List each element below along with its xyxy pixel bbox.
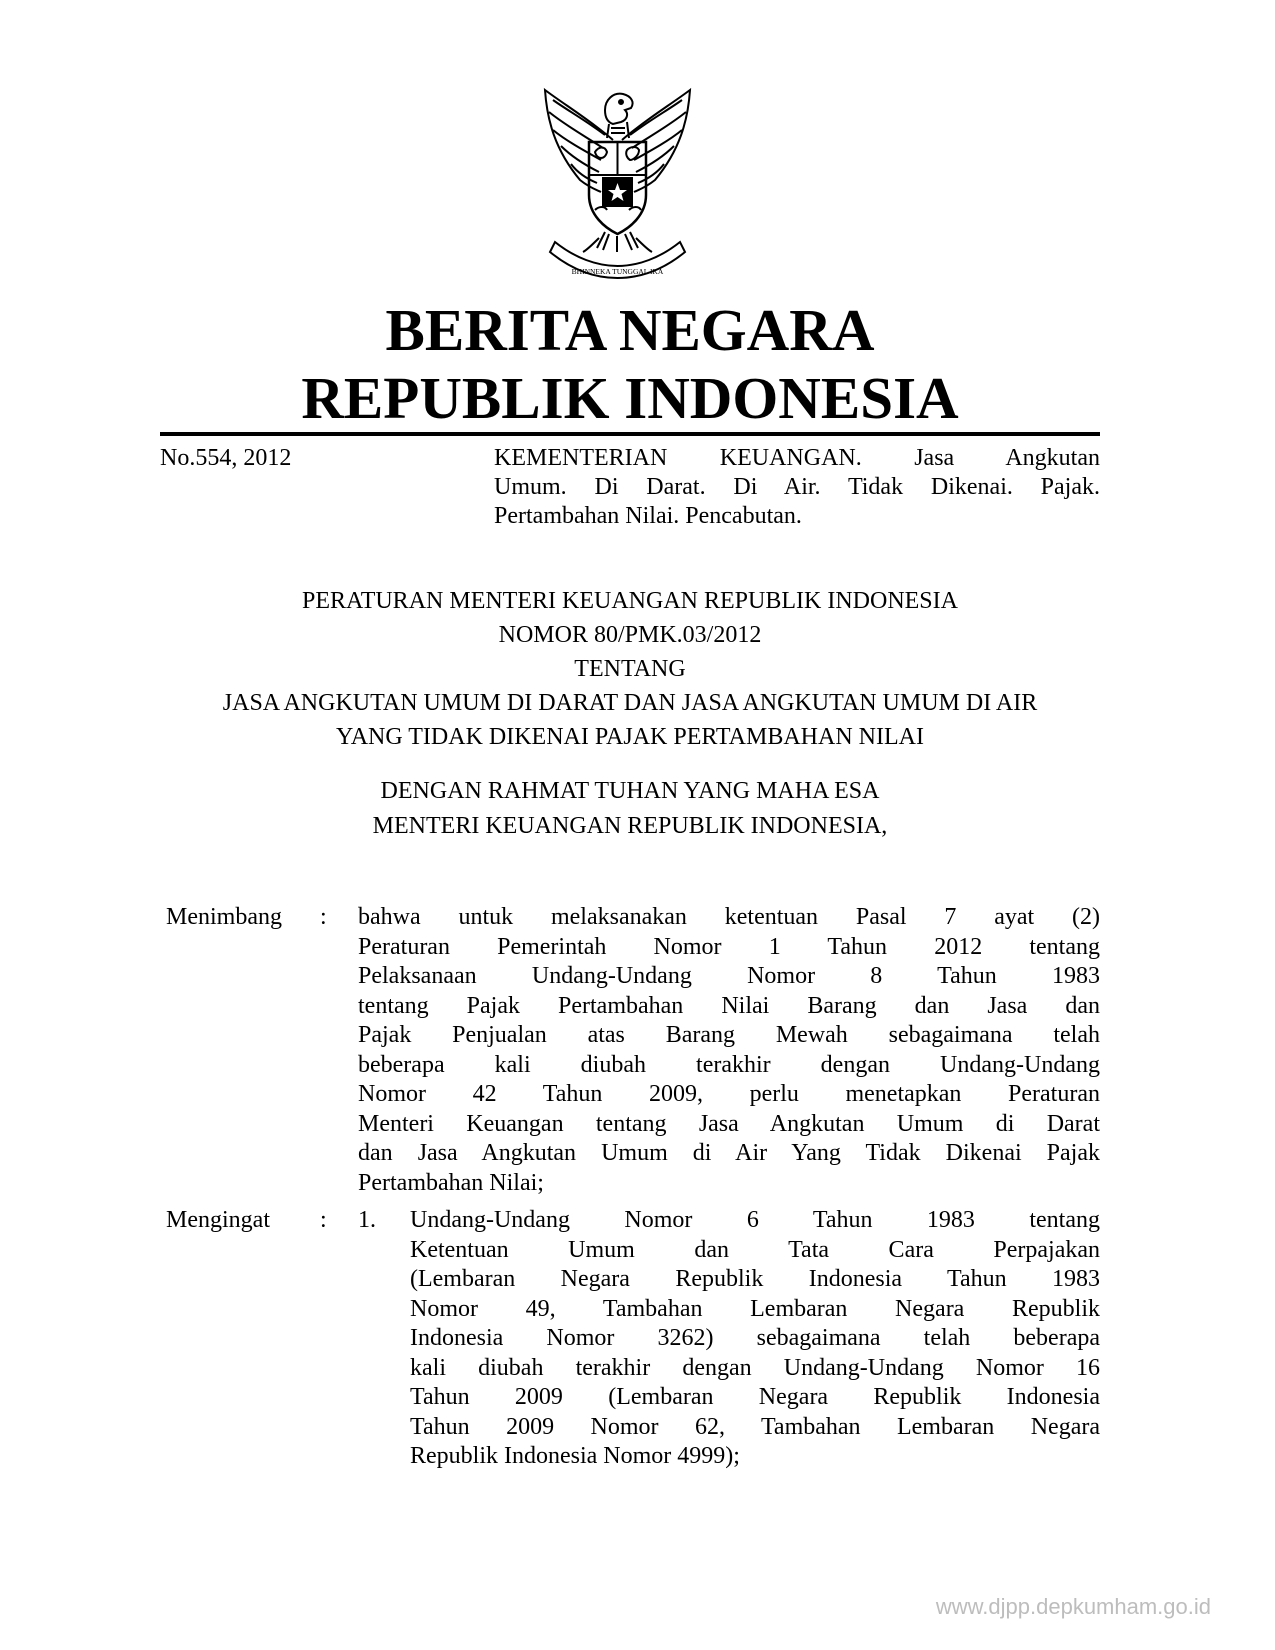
regulation-subject-line: JASA ANGKUTAN UMUM DI DARAT DAN JASA ANGKUTAN UMUM DI AIR <box>222 690 1038 716</box>
mengingat-line: Indonesia Nomor 3262) sebagaimana telah beberapa <box>410 1325 1100 1351</box>
issue-number: No.554, 2012 <box>160 445 292 471</box>
masthead-title: BERITA NEGARA <box>385 297 875 363</box>
source-url: www.djpp.depkumham.go.id <box>935 1594 1211 1619</box>
masthead-subtitle: REPUBLIK INDONESIA <box>301 365 959 431</box>
menimbang-line: tentang Pajak Pertambahan Nilai Barang dan Jasa dan <box>358 992 1100 1019</box>
preamble <box>160 774 1100 844</box>
menimbang-line: Pajak Penjualan atas Barang Mewah sebagaimana telah <box>358 1022 1100 1048</box>
menimbang-colon: : <box>320 904 327 930</box>
mengingat-line: Tahun 2009 (Lembaran Negara Republik Indonesia <box>410 1384 1100 1410</box>
mengingat-line: Ketentuan Umum dan Tata Cara Perpajakan <box>410 1236 1100 1263</box>
menimbang-line: Pertambahan Nilai; <box>358 1169 544 1196</box>
mengingat-line: Undang-Undang Nomor 6 Tahun 1983 tentang <box>410 1207 1100 1233</box>
menimbang-line: bahwa untuk melaksanakan ketentuan Pasal 7 ayat (2) <box>358 904 1100 930</box>
menimbang-text <box>358 903 1100 1198</box>
menimbang-line: beberapa kali diubah terakhir dengan Undang-Undang <box>358 1051 1100 1078</box>
menimbang-label: Menimbang <box>166 904 282 930</box>
emblem-motto-text: BHINNEKA TUNGGAL IKA <box>571 267 664 276</box>
menimbang-line: Menteri Keuangan tentang Jasa Angkutan Umum di Darat <box>358 1110 1100 1137</box>
issue-subject-line: Umum. Di Darat. Di Air. Tidak Dikenai. Pajak. <box>494 474 1100 500</box>
mengingat-line: Nomor 49, Tambahan Lembaran Negara Republik <box>410 1295 1100 1322</box>
regulation-title <box>160 584 1100 754</box>
mengingat-item-number: 1. <box>358 1207 376 1233</box>
issue-subject-line: KEMENTERIAN KEUANGAN. Jasa Angkutan <box>494 445 1100 471</box>
regulation-number: NOMOR 80/PMK.03/2012 <box>498 622 762 648</box>
regulation-about: TENTANG <box>574 656 686 682</box>
menimbang-line: Nomor 42 Tahun 2009, perlu menetapkan Peraturan <box>358 1081 1100 1107</box>
regulation-type: PERATURAN MENTERI KEUANGAN REPUBLIK INDONESIA <box>302 588 958 614</box>
issue-subject <box>494 444 1100 531</box>
preamble-line: MENTERI KEUANGAN REPUBLIK INDONESIA, <box>372 813 888 839</box>
mengingat-line: kali diubah terakhir dengan Undang-Undang Nomor 16 <box>410 1354 1100 1381</box>
mengingat-colon: : <box>320 1207 327 1233</box>
garuda-emblem-icon <box>535 80 700 280</box>
mengingat-line: Republik Indonesia Nomor 4999); <box>410 1443 740 1469</box>
issue-subject-line: Pertambahan Nilai. Pencabutan. <box>494 503 802 529</box>
mengingat-line: Tahun 2009 Nomor 62, Tambahan Lembaran Negara <box>410 1413 1100 1440</box>
preamble-line: DENGAN RAHMAT TUHAN YANG MAHA ESA <box>380 778 880 804</box>
menimbang-line: dan Jasa Angkutan Umum di Air Yang Tidak Dikenai Pajak <box>358 1140 1100 1166</box>
masthead-divider <box>160 432 1100 436</box>
mengingat-label: Mengingat <box>166 1207 270 1233</box>
mengingat-line: (Lembaran Negara Republik Indonesia Tahun 1983 <box>410 1266 1100 1292</box>
menimbang-line: Pelaksanaan Undang-Undang Nomor 8 Tahun 1983 <box>358 963 1100 989</box>
mengingat-item-text <box>410 1206 1100 1472</box>
menimbang-line: Peraturan Pemerintah Nomor 1 Tahun 2012 tentang <box>358 933 1100 960</box>
regulation-subject-line: YANG TIDAK DIKENAI PAJAK PERTAMBAHAN NILAI <box>336 724 924 750</box>
